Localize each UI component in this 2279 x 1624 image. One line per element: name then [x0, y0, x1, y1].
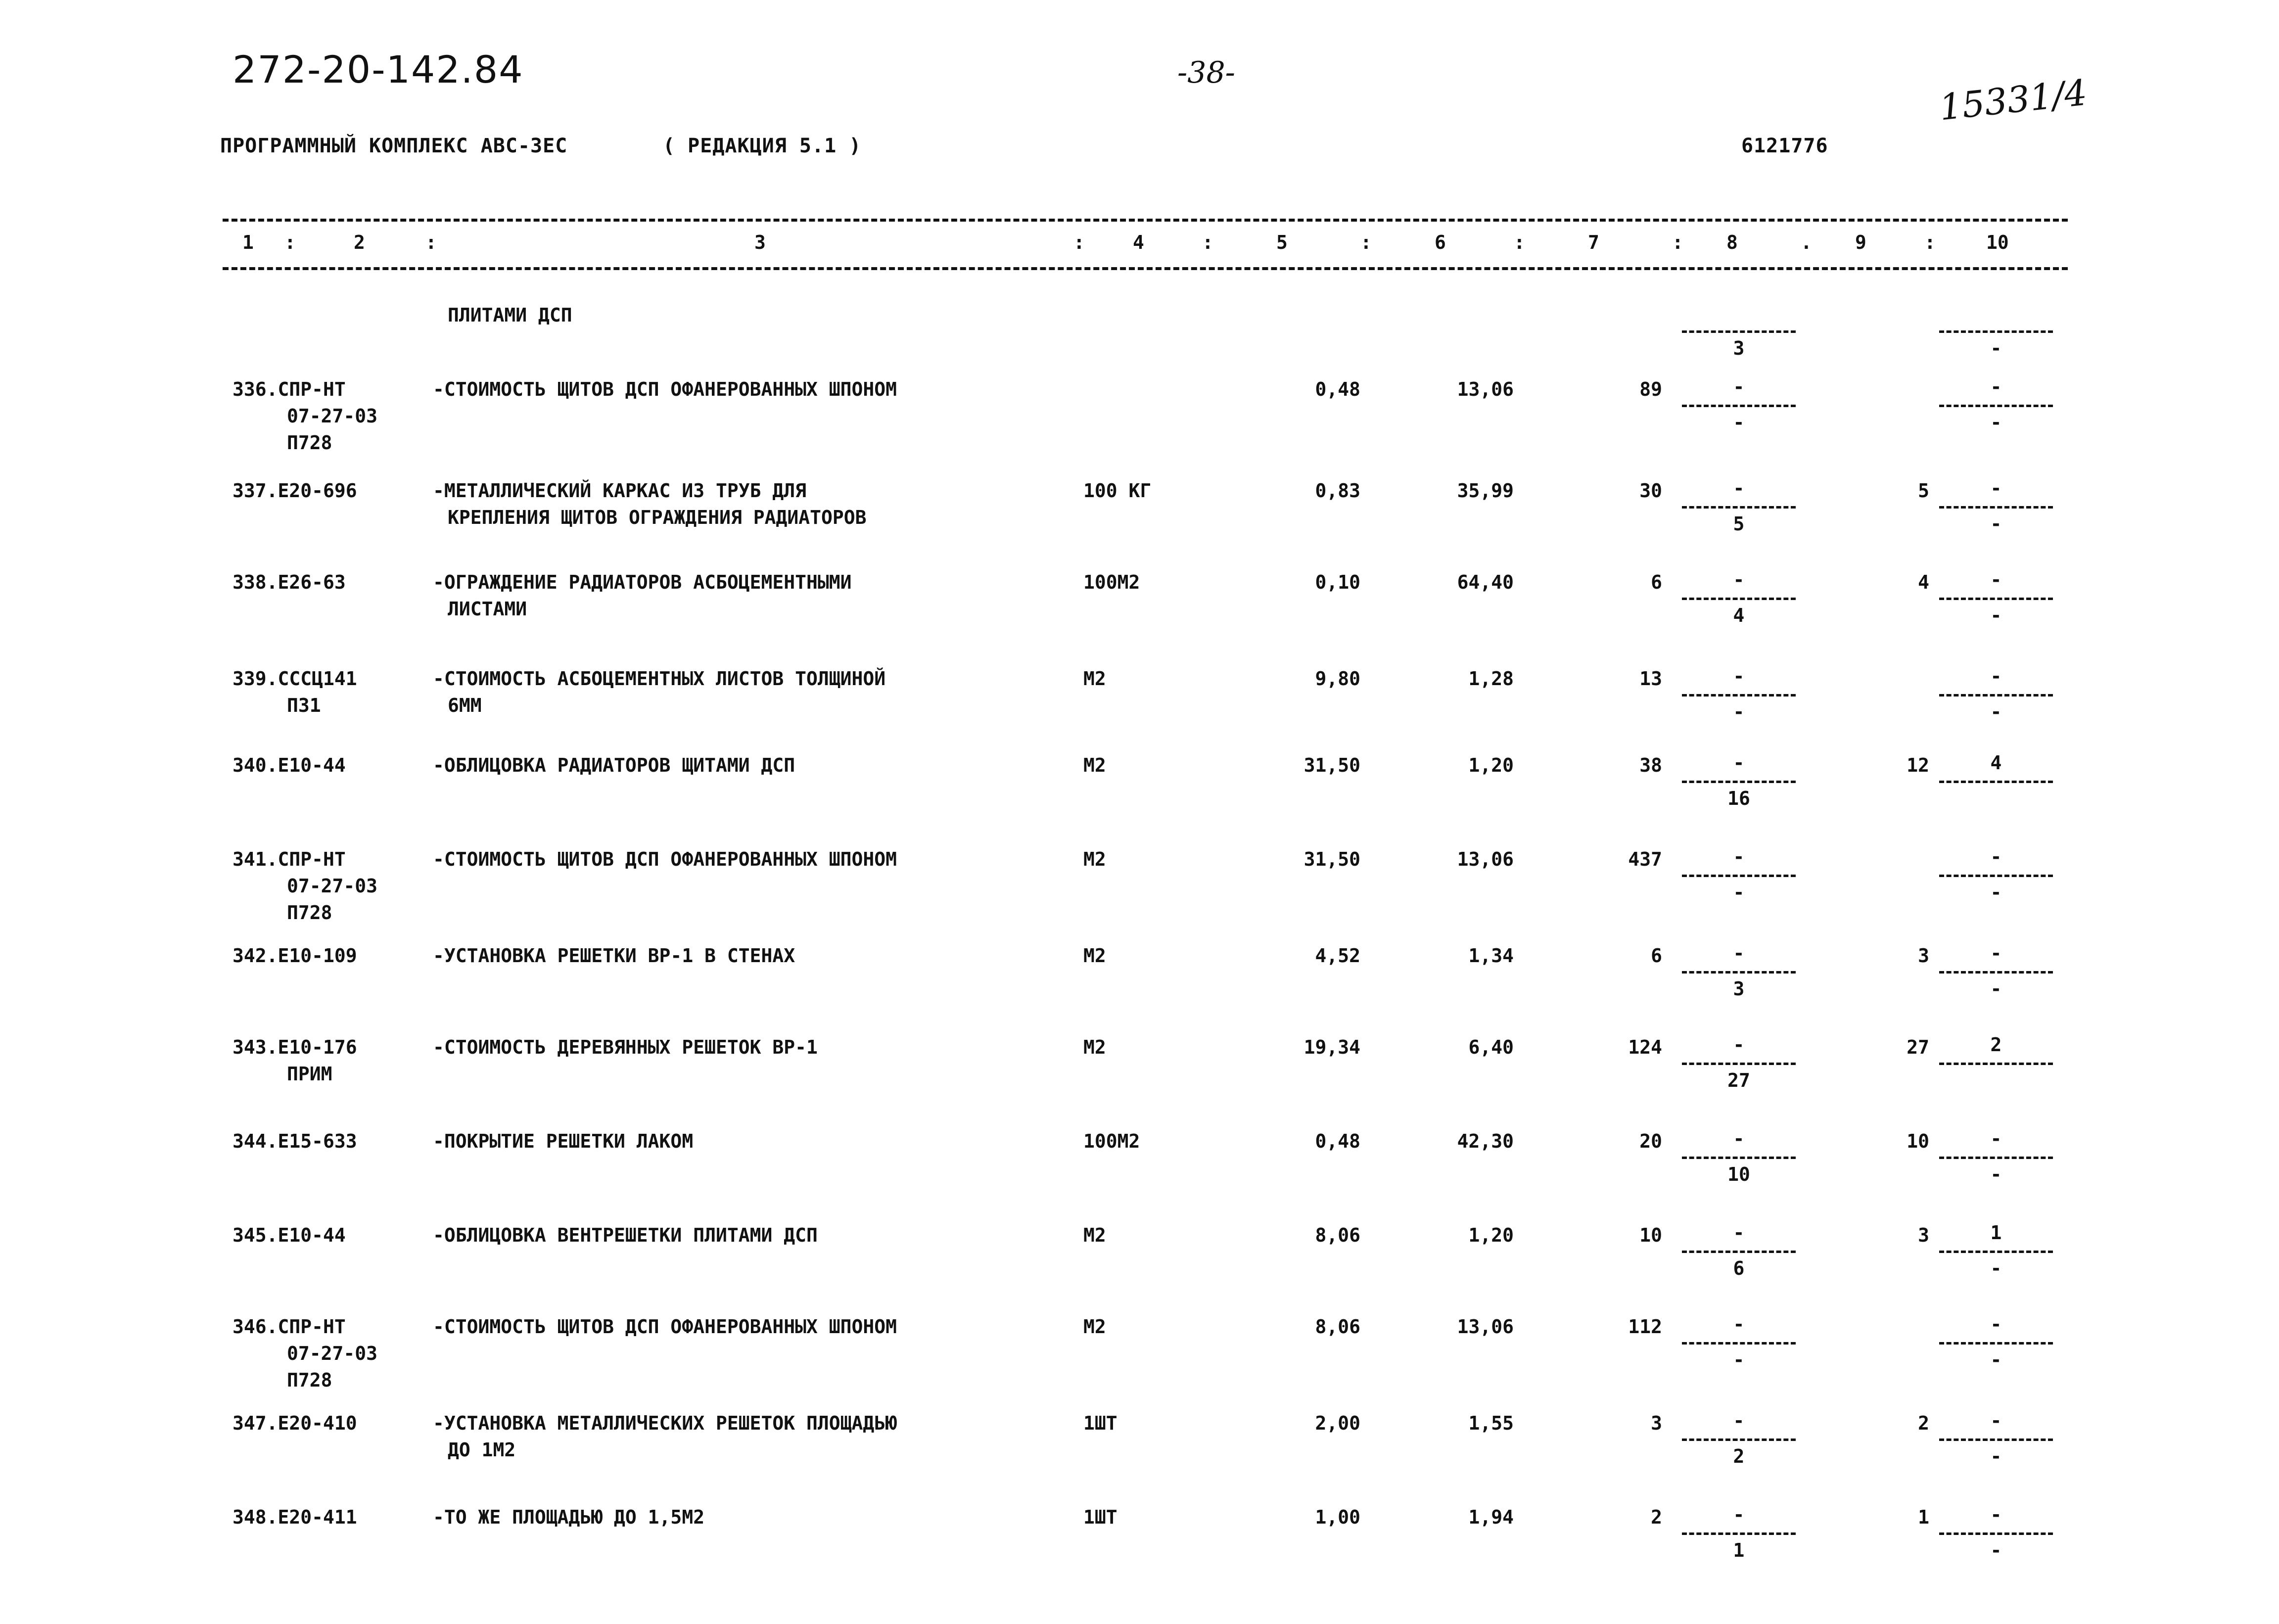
row-value-col-7: 13: [1639, 668, 1662, 690]
table-top-rule: [223, 219, 2068, 222]
row-value-col-6: 1,55: [1468, 1412, 1514, 1434]
row-value-col-7: 112: [1628, 1316, 1662, 1338]
row-value-col-9: 12: [1907, 754, 1929, 776]
column-number: 8: [1726, 232, 1738, 253]
fraction-col-10: - -: [1939, 376, 2053, 450]
row-value-col-6: 13,06: [1457, 1316, 1514, 1338]
row-unit: М2: [1083, 1036, 1106, 1058]
fraction-col-8: - 10: [1682, 1128, 1796, 1202]
table-row: [0, 1034, 2279, 1123]
column-number: 4: [1133, 232, 1144, 253]
fraction-col-10: - -: [1939, 1128, 2053, 1202]
row-value-col-5: 31,50: [1303, 754, 1360, 776]
column-number: 2: [354, 232, 365, 253]
row-value-col-5: 0,83: [1315, 480, 1360, 502]
row-value-col-5: 0,48: [1315, 1130, 1360, 1152]
fraction-col-10: - -: [1939, 846, 2053, 920]
table-header-rule: [223, 267, 2068, 270]
row-description: -ТО ЖЕ ПЛОЩАДЬЮ ДО 1,5М2: [433, 1506, 705, 1528]
row-unit: М2: [1083, 754, 1106, 776]
document-number: 272-20-142.84: [233, 47, 524, 92]
row-description: -МЕТАЛЛИЧЕСКИЙ КАРКАС ИЗ ТРУБ ДЛЯ КРЕПЛЕНИЯ ЩИТОВ ОГРАЖДЕНИЯ РАДИАТОРОВ: [433, 480, 867, 528]
fraction-col-8: - -: [1682, 376, 1796, 450]
row-description: -УСТАНОВКА РЕШЕТКИ ВР-1 В СТЕНАХ: [433, 945, 795, 967]
row-value-col-6: 64,40: [1457, 571, 1514, 593]
row-value-col-5: 8,06: [1315, 1224, 1360, 1246]
fraction-col-8: - 4: [1682, 569, 1796, 643]
fraction-col-10: - -: [1939, 665, 2053, 740]
row-value-col-5: 19,34: [1303, 1036, 1360, 1058]
table-row: [0, 942, 2279, 1031]
column-number: 1: [242, 232, 254, 253]
fraction-col-8: - 2: [1682, 1410, 1796, 1484]
row-value-col-5: 0,48: [1315, 378, 1360, 400]
column-separator: :: [1073, 232, 1085, 253]
header-edition: ( РЕДАКЦИЯ 5.1 ): [663, 135, 862, 157]
row-value-col-7: 10: [1639, 1224, 1662, 1246]
column-separator: :: [284, 232, 296, 253]
row-code: 338.Е26-63: [233, 571, 346, 593]
row-value-col-9: 2: [1918, 1412, 1929, 1434]
row-unit: 1ШТ: [1083, 1412, 1117, 1434]
header-program: ПРОГРАММНЫЙ КОМПЛЕКС АВС-3ЕС: [220, 135, 568, 157]
row-description: -СТОИМОСТЬ ЩИТОВ ДСП ОФАНЕРОВАННЫХ ШПОНОМ: [433, 1316, 897, 1338]
row-description: -ОБЛИЦОВКА ВЕНТРЕШЕТКИ ПЛИТАМИ ДСП: [433, 1224, 818, 1246]
row-value-col-5: 1,00: [1315, 1506, 1360, 1528]
row-code: 342.Е10-109: [233, 945, 357, 967]
fraction-col-10: 1 -: [1939, 1222, 2053, 1296]
fraction-col-10: - -: [1939, 1410, 2053, 1484]
row-value-col-6: 6,40: [1468, 1036, 1514, 1058]
page-number: -38-: [1177, 55, 1235, 90]
row-code: 340.Е10-44: [233, 754, 346, 776]
table-row: [0, 376, 2279, 465]
column-separator: :: [1360, 232, 1372, 253]
row-value-col-9: 3: [1918, 945, 1929, 967]
row-unit: М2: [1083, 1224, 1106, 1246]
row-description: -СТОИМОСТЬ ЩИТОВ ДСП ОФАНЕРОВАННЫХ ШПОНОМ: [433, 378, 897, 400]
row-value-col-6: 1,20: [1468, 754, 1514, 776]
fraction-col-10: -: [1939, 302, 2053, 376]
row-unit: М2: [1083, 848, 1106, 870]
column-number: 5: [1276, 232, 1288, 253]
column-number: 9: [1855, 232, 1866, 253]
column-number: 6: [1435, 232, 1446, 253]
table-row: [0, 569, 2279, 658]
row-code: 345.Е10-44: [233, 1224, 346, 1246]
row-value-col-7: 38: [1639, 754, 1662, 776]
row-description: -СТОИМОСТЬ ДЕРЕВЯННЫХ РЕШЕТОК ВР-1: [433, 1036, 818, 1058]
table-row: [0, 477, 2279, 566]
row-value-col-6: 1,20: [1468, 1224, 1514, 1246]
table-row: [0, 1504, 2279, 1593]
fraction-col-10: 4: [1939, 752, 2053, 826]
table-row: [0, 1128, 2279, 1217]
table-row: [0, 1313, 2279, 1402]
column-separator: :: [1514, 232, 1525, 253]
row-value-col-5: 2,00: [1315, 1412, 1360, 1434]
row-value-col-6: 13,06: [1457, 378, 1514, 400]
fraction-col-8: - 6: [1682, 1222, 1796, 1296]
row-value-col-7: 6: [1651, 945, 1662, 967]
row-unit: 1ШТ: [1083, 1506, 1117, 1528]
row-description: -СТОИМОСТЬ АСБОЦЕМЕНТНЫХ ЛИСТОВ ТОЛЩИНОЙ 6ММ: [433, 668, 886, 716]
row-code: 337.Е20-696: [233, 480, 357, 502]
continuation-text: ПЛИТАМИ ДСП: [448, 304, 572, 326]
table-row: [0, 752, 2279, 841]
column-number: 10: [1986, 232, 2009, 253]
fraction-col-8: - 3: [1682, 942, 1796, 1017]
fraction-col-8: 3: [1682, 302, 1796, 376]
row-code: 348.Е20-411: [233, 1506, 357, 1528]
column-number: 7: [1588, 232, 1599, 253]
row-value-col-5: 4,52: [1315, 945, 1360, 967]
column-separator: :: [1202, 232, 1213, 253]
fraction-col-8: - 1: [1682, 1504, 1796, 1578]
table-row: [0, 665, 2279, 754]
row-value-col-7: 89: [1639, 378, 1662, 400]
fraction-col-8: - 27: [1682, 1034, 1796, 1108]
row-value-col-6: 1,94: [1468, 1506, 1514, 1528]
row-description: -УСТАНОВКА МЕТАЛЛИЧЕСКИХ РЕШЕТОК ПЛОЩАДЬЮ ДО 1М2: [433, 1412, 897, 1461]
row-value-col-5: 31,50: [1303, 848, 1360, 870]
row-unit: М2: [1083, 945, 1106, 967]
row-value-col-6: 1,28: [1468, 668, 1514, 690]
row-unit: М2: [1083, 1316, 1106, 1338]
row-value-col-9: 4: [1918, 571, 1929, 593]
row-unit: М2: [1083, 668, 1106, 690]
row-description: -СТОИМОСТЬ ЩИТОВ ДСП ОФАНЕРОВАННЫХ ШПОНОМ: [433, 848, 897, 870]
fraction-col-10: - -: [1939, 569, 2053, 643]
handwritten-number: 15331/4: [1937, 71, 2089, 129]
column-separator: :: [1672, 232, 1683, 253]
table-row: [0, 1410, 2279, 1499]
fraction-col-8: - -: [1682, 1313, 1796, 1388]
row-value-col-7: 6: [1651, 571, 1662, 593]
row-value-col-9: 3: [1918, 1224, 1929, 1246]
row-unit: 100М2: [1083, 1130, 1140, 1152]
row-value-col-9: 5: [1918, 480, 1929, 502]
row-value-col-7: 437: [1628, 848, 1662, 870]
fraction-col-10: - -: [1939, 942, 2053, 1017]
row-value-col-5: 0,10: [1315, 571, 1360, 593]
fraction-col-8: - -: [1682, 846, 1796, 920]
column-separator: :: [425, 232, 437, 253]
fraction-col-10: - -: [1939, 477, 2053, 552]
row-code: 336.СПР-НТ 07-27-03 П728: [233, 378, 378, 454]
row-value-col-6: 35,99: [1457, 480, 1514, 502]
row-unit: 100 КГ: [1083, 480, 1152, 502]
fraction-col-10: 2: [1939, 1034, 2053, 1108]
column-number: 3: [754, 232, 766, 253]
row-value-col-6: 42,30: [1457, 1130, 1514, 1152]
row-value-col-7: 2: [1651, 1506, 1662, 1528]
row-value-col-9: 27: [1907, 1036, 1929, 1058]
row-code: 347.Е20-410: [233, 1412, 357, 1434]
row-value-col-7: 30: [1639, 480, 1662, 502]
row-unit: 100М2: [1083, 571, 1140, 593]
row-value-col-9: 1: [1918, 1506, 1929, 1528]
fraction-col-8: - 5: [1682, 477, 1796, 552]
row-description: -ОБЛИЦОВКА РАДИАТОРОВ ЩИТАМИ ДСП: [433, 754, 795, 776]
row-code: 346.СПР-НТ 07-27-03 П728: [233, 1316, 378, 1391]
column-separator: :: [1924, 232, 1936, 253]
row-code: 339.СССЦ141 П31: [233, 668, 357, 716]
table-row: [0, 1222, 2279, 1311]
row-description: -ПОКРЫТИЕ РЕШЕТКИ ЛАКОМ: [433, 1130, 694, 1152]
row-value-col-7: 20: [1639, 1130, 1662, 1152]
row-code: 343.Е10-176 ПРИМ: [233, 1036, 357, 1085]
row-value-col-6: 13,06: [1457, 848, 1514, 870]
column-number-header: [0, 232, 2279, 261]
row-value-col-5: 8,06: [1315, 1316, 1360, 1338]
fraction-col-8: - 16: [1682, 752, 1796, 826]
row-description: -ОГРАЖДЕНИЕ РАДИАТОРОВ АСБОЦЕМЕНТНЫМИ ЛИСТАМИ: [433, 571, 852, 620]
column-separator: .: [1801, 232, 1812, 253]
header-code: 6121776: [1741, 135, 1828, 157]
row-value-col-7: 124: [1628, 1036, 1662, 1058]
row-value-col-5: 9,80: [1315, 668, 1360, 690]
row-value-col-6: 1,34: [1468, 945, 1514, 967]
row-code: 344.Е15-633: [233, 1130, 357, 1152]
fraction-col-10: - -: [1939, 1313, 2053, 1388]
row-value-col-9: 10: [1907, 1130, 1929, 1152]
row-code: 341.СПР-НТ 07-27-03 П728: [233, 848, 378, 924]
row-value-col-7: 3: [1651, 1412, 1662, 1434]
fraction-col-8: - -: [1682, 665, 1796, 740]
fraction-col-10: - -: [1939, 1504, 2053, 1578]
table-row: [0, 846, 2279, 935]
